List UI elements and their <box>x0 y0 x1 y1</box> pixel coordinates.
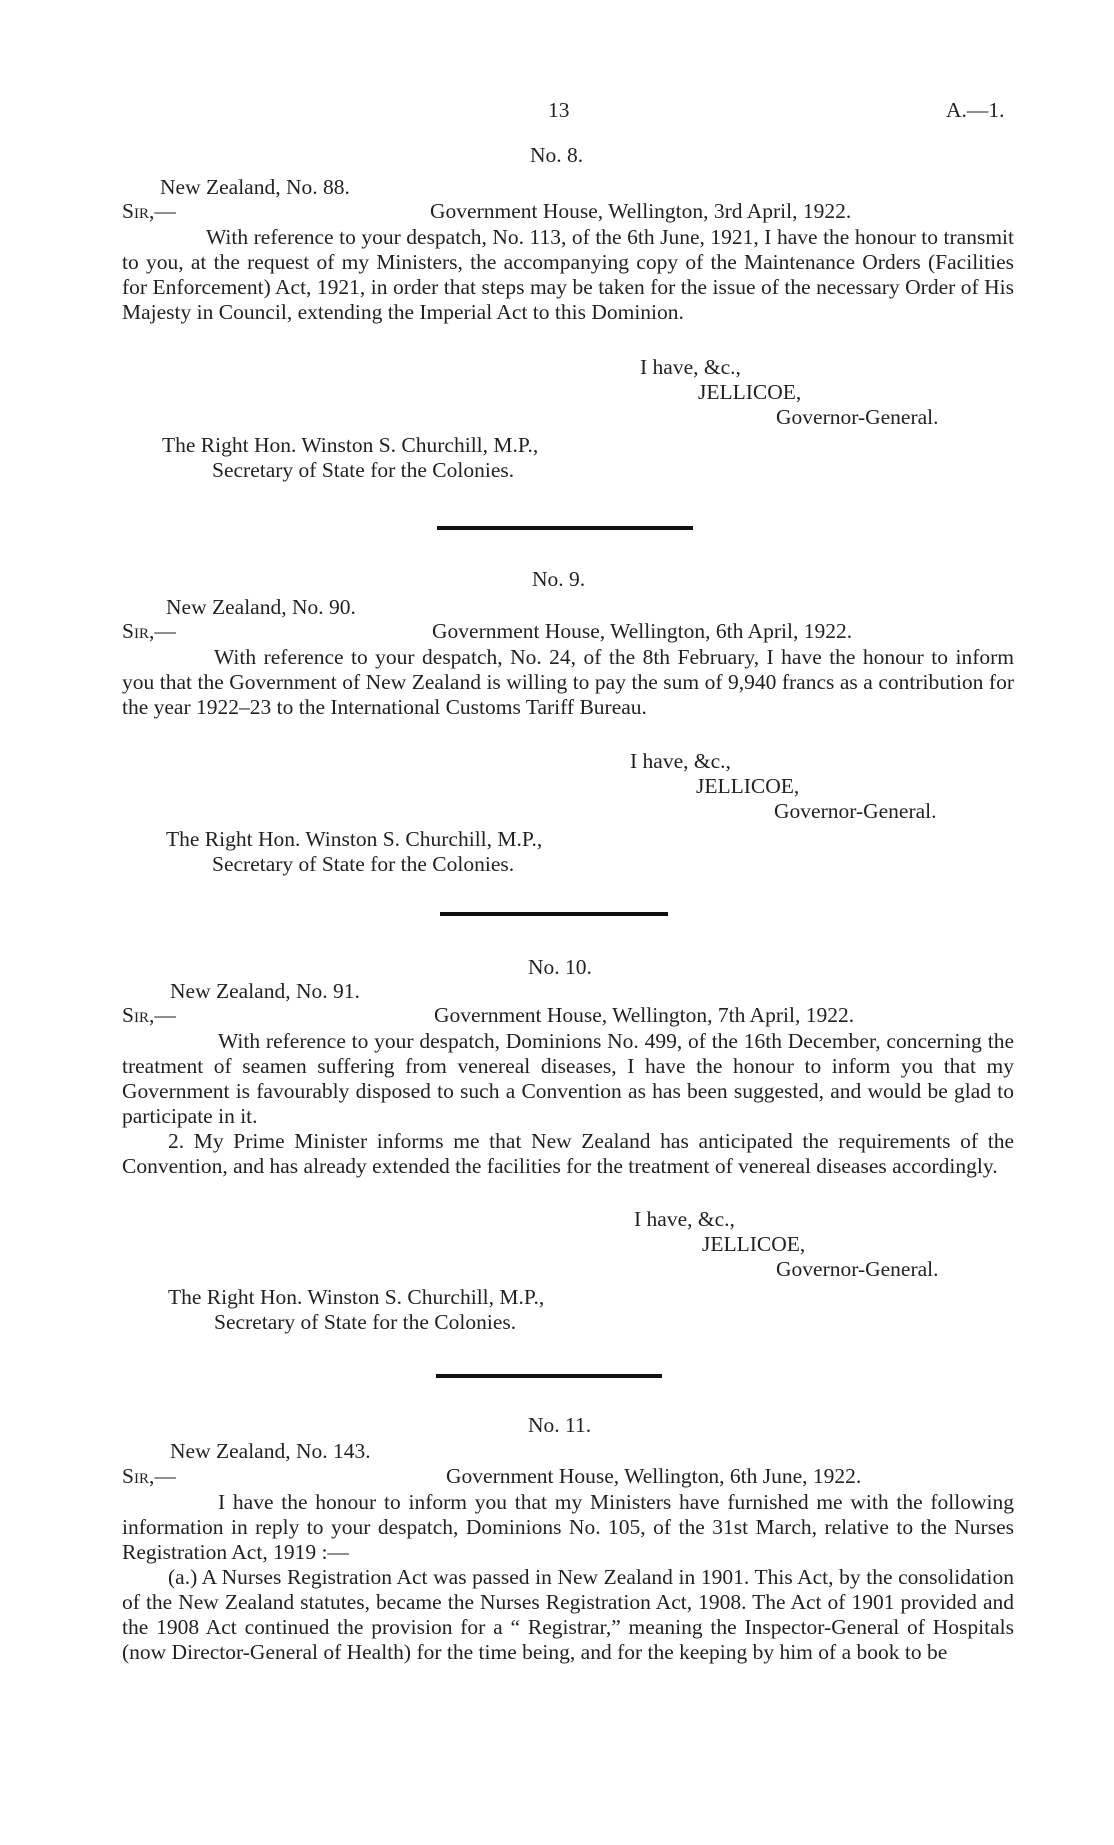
place-date: Government House, Wellington, 6th June, 1922. <box>446 1464 862 1488</box>
despatch-reference: New Zealand, No. 91. <box>170 979 360 1003</box>
page-number: 13 <box>548 98 570 122</box>
despatch-reference: New Zealand, No. 90. <box>166 595 356 619</box>
addressee-title: Secretary of State for the Colonies. <box>212 458 515 482</box>
addressee-title: Secretary of State for the Colonies. <box>212 852 515 876</box>
salutation: Sir,— <box>122 619 176 643</box>
closing: I have, &c., <box>630 749 731 773</box>
signature: JELLICOE, <box>696 774 800 798</box>
letter-paragraph: (a.) A Nurses Registration Act was passed in New Zealand in 1901. This Act, by the consolidation of the New Zealand statutes, became the Nurses Registration Act, 1908. The Act of 1901 provided and the 1908 Act continued the provision for a “ Registrar,” meaning the Inspector-General of Hospitals (now Director-General of Health) for the time being, and for the keeping by him of a book to be <box>122 1565 1014 1664</box>
section-divider <box>440 912 668 916</box>
place-date: Government House, Wellington, 6th April, 1922. <box>432 619 853 643</box>
letter-number: No. 8. <box>530 143 584 167</box>
salutation: Sir,— <box>122 1003 176 1027</box>
letter-paragraph: With reference to your despatch, No. 113, of the 6th June, 1921, I have the honour to transmit to you, at the request of my Ministers, the accompanying copy of the Maintenance Orders (Facilities for Enforcement) Act, 1921, in order that steps may be taken for the issue of the necessary Order of His Majesty in Council, extending the Imperial Act to this Dominion. <box>122 225 1014 324</box>
salutation: Sir,— <box>122 199 176 223</box>
letter-paragraph: 2. My Prime Minister informs me that New Zealand has anticipated the requirements of the Convention, and has already extended the facilities for the treatment of venereal diseases accordingly. <box>122 1129 1014 1178</box>
letter-number: No. 11. <box>528 1413 592 1437</box>
letter-number: No. 10. <box>528 955 592 979</box>
despatch-reference: New Zealand, No. 143. <box>170 1439 371 1463</box>
salutation: Sir,— <box>122 1464 176 1488</box>
addressee-name: The Right Hon. Winston S. Churchill, M.P., <box>166 827 543 851</box>
signature: JELLICOE, <box>698 380 802 404</box>
signature: JELLICOE, <box>702 1232 806 1256</box>
addressee-title: Secretary of State for the Colonies. <box>214 1310 517 1334</box>
signatory-title: Governor-General. <box>776 1257 939 1281</box>
despatch-reference: New Zealand, No. 88. <box>160 175 350 199</box>
signatory-title: Governor-General. <box>776 405 939 429</box>
signatory-title: Governor-General. <box>774 799 937 823</box>
letter-paragraph: With reference to your despatch, No. 24, of the 8th February, I have the honour to inform you that the Government of New Zealand is willing to pay the sum of 9,940 francs as a contribution for the year 1922–23 to the International Customs Tariff Bureau. <box>122 645 1014 719</box>
document-reference: A.—1. <box>946 98 1005 122</box>
section-divider <box>437 526 693 530</box>
section-divider <box>436 1374 662 1378</box>
letter-paragraph: I have the honour to inform you that my Ministers have furnished me with the following information in reply to your despatch, Dominions No. 105, of the 31st March, relative to the Nurses Registration Act, 1919 :— <box>122 1490 1014 1564</box>
place-date: Government House, Wellington, 3rd April, 1922. <box>430 199 852 223</box>
letter-paragraph: With reference to your despatch, Dominions No. 499, of the 16th December, concerning the treatment of seamen suffering from venereal diseases, I have the honour to inform you that my Government is favourably disposed to such a Convention as has been suggested, and would be glad to participate in it. <box>122 1029 1014 1128</box>
letter-number: No. 9. <box>532 567 586 591</box>
closing: I have, &c., <box>634 1207 735 1231</box>
addressee-name: The Right Hon. Winston S. Churchill, M.P., <box>162 433 539 457</box>
addressee-name: The Right Hon. Winston S. Churchill, M.P., <box>168 1285 545 1309</box>
closing: I have, &c., <box>640 355 741 379</box>
place-date: Government House, Wellington, 7th April, 1922. <box>434 1003 855 1027</box>
